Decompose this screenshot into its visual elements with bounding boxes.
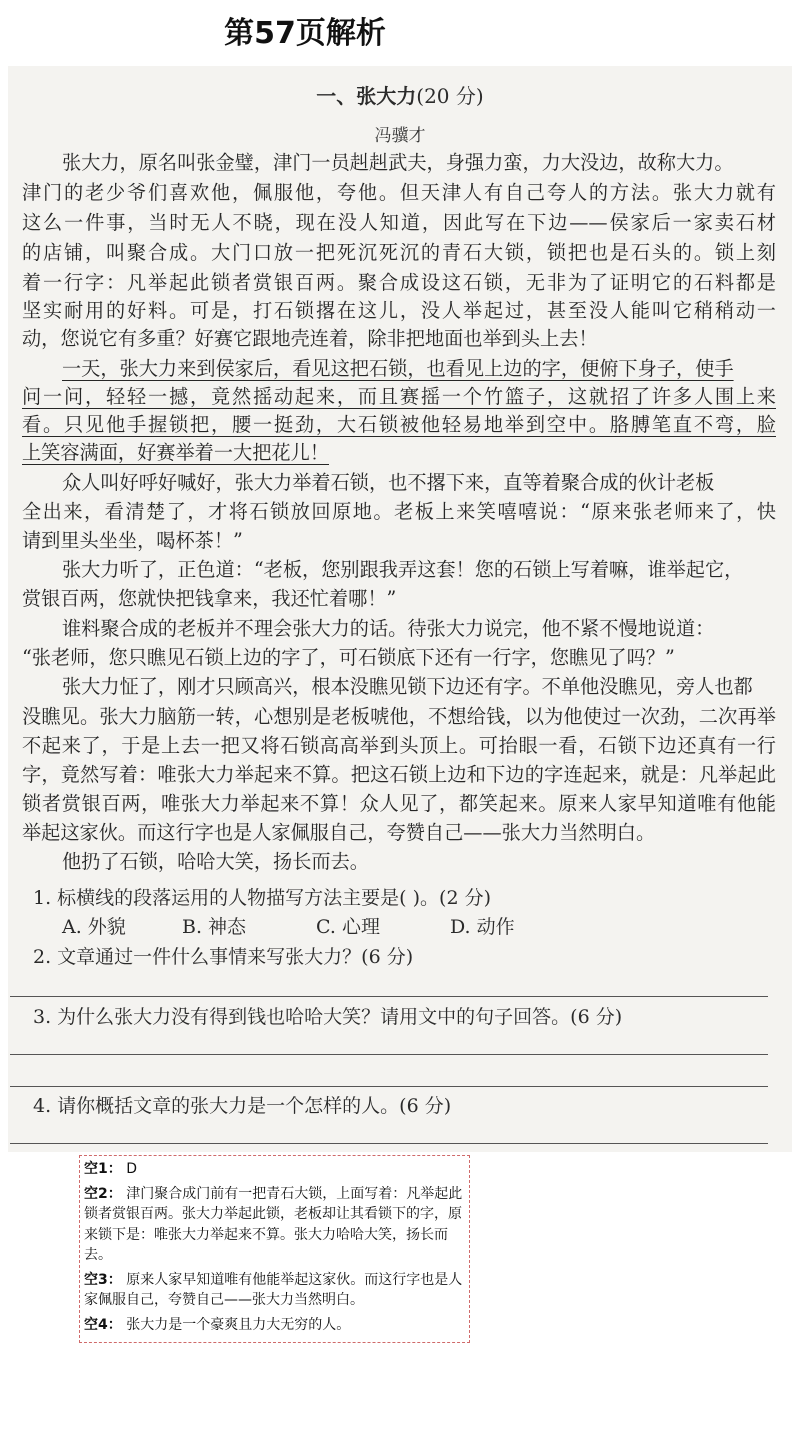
question-2: 2. 文章通过一件什么事情来写张大力？(6 分) [33,946,414,968]
section-title [0,80,800,109]
passage-line: 没瞧见。张大力脑筋一转，心想别是老板唬他，不想给钱，以为他使过一次劲，二次再举 [22,705,776,728]
underlined-passage-line: 看。只见他手握锁把，腰一挺劲，大石锁被他轻易地举到空中。胳膊笔直不弯，脸 [22,413,776,436]
answer-key-box [79,1155,470,1343]
question-1-options [62,912,515,942]
page-title: 第57页解析 [224,16,386,51]
passage-line: “张老师，您只瞧见石锁上边的字了，可石锁底下还有一行字，您瞧见了吗？” [22,646,675,669]
answer-2 [84,1184,465,1266]
section-title-text: 一、张大力 [316,84,417,108]
option-d: D. 动作 [450,916,515,938]
question-1: 1. 标横线的段落运用的人物描写方法主要是( )。(2 分) [33,887,491,909]
passage-line: 锁者赏银百两，唯张大力举起来不算！众人见了，都笑起来。原来人家早知道唯有他能 [22,792,776,815]
section-score: (20 分) [416,84,484,108]
answer-line [10,996,768,997]
passage-line: 的店铺，叫聚合成。大门口放一把死沉死沉的青石大锁，锁把也是石头的。锁上刻 [22,241,776,264]
answer-text: 津门聚合成门前有一把青石大锁，上面写着：凡举起此锁者赏银百两。张大力举起此锁，老板却让其看锁下的字，原来锁下是：唯张大力举起来不算。张大力哈哈大笑，扬长而去。 [84,1185,463,1263]
question-3: 3. 为什么张大力没有得到钱也哈哈大笑？请用文中的句子回答。(6 分) [33,1006,623,1028]
answer-line [10,1054,768,1055]
passage-line: 谁料聚合成的老板并不理会张大力的话。待张大力说完，他不紧不慢地说道： [62,617,715,640]
passage-line: 全出来，看清楚了，才将石锁放回原地。老板上来笑嘻嘻说：“原来张老师来了，快 [22,500,776,523]
passage-line: 津门的老少爷们喜欢他，佩服他，夸他。但天津人有自己夸人的方法。张大力就有 [22,181,776,204]
passage-line: 他扔了石锁，哈哈大笑，扬长而去。 [62,850,369,873]
author: 冯骥才 [374,126,426,146]
question-4: 4. 请你概括文章的张大力是一个怎样的人。(6 分) [33,1095,452,1117]
passage-line: 不起来了，于是上去一把又将石锁高高举到头顶上。可抬眼一看，石锁下边还真有一行 [22,734,776,757]
passage-line: 张大力听了，正色道：“老板，您别跟我弄这套！您的石锁上写着嘛，谁举起它， [62,558,744,581]
underlined-passage-line: 上笑容满面，好赛举着一大把花儿！ [22,441,329,464]
passage-line: 赏银百两，您就快把钱拿来，我还忙着哪！” [22,587,397,610]
answer-line [10,1086,768,1087]
underlined-passage-line: 一天，张大力来到侯家后，看见这把石锁，也看见上边的字，便俯下身子，使手 [62,357,734,380]
passage-line: 字，竟然写着：唯张大力举起来不算。把这石锁上边和下边的字连起来，就是：凡举起此 [22,763,776,786]
option-c: C. 心理 [316,916,380,938]
answer-4 [84,1315,465,1336]
answer-text: 张大力是一个豪爽且力大无穷的人。 [126,1316,351,1333]
answer-label: 空4： [84,1316,122,1333]
passage-line: 众人叫好呼好喊好，张大力举着石锁，也不撂下来，直等着聚合成的伙计老板 [62,471,715,494]
answer-1 [84,1159,465,1180]
option-b: B. 神态 [182,916,247,938]
passage-line: 张大力，原名叫张金璧，津门一员赳赳武夫，身强力蛮，力大没边，故称大力。 [62,151,734,174]
passage-line: 动，您说它有多重？好赛它跟地壳连着，除非把地面也举到头上去！ [22,327,598,350]
passage-line: 着一行字：凡举起此锁者赏银百两。聚合成设这石锁，无非为了证明它的石料都是 [22,271,776,294]
underlined-passage-line: 问一问，轻轻一撼，竟然摇动起来，而且赛摇一个竹篮子，这就招了许多人围上来 [22,385,776,408]
answer-label: 空3： [84,1271,122,1288]
passage-line: 这么一件事，当时无人不晓，现在没人知道，因此写在下边——侯家后一家卖石材 [22,211,776,234]
passage-line: 举起这家伙。而这行字也是人家佩服自己，夸赞自己——张大力当然明白。 [22,821,656,844]
answer-line [10,1143,768,1144]
passage-line: 张大力怔了，刚才只顾高兴，根本没瞧见锁下边还有字。不单他没瞧见，旁人也都 [62,675,753,698]
answer-label: 空2： [84,1185,122,1202]
option-a: A. 外貌 [62,916,126,938]
answer-text: D [126,1161,137,1177]
passage-line: 坚实耐用的好料。可是，打石锁撂在这儿，没人举起过，甚至没人能叫它稍稍动一 [22,299,776,322]
answer-3 [84,1270,465,1311]
passage-line: 请到里头坐坐，喝杯茶！” [22,529,243,552]
answer-label: 空1： [84,1161,122,1177]
answer-text: 原来人家早知道唯有他能举起这家伙。而这行字也是人家佩服自己，夸赞自己——张大力当然明白。 [84,1271,463,1308]
